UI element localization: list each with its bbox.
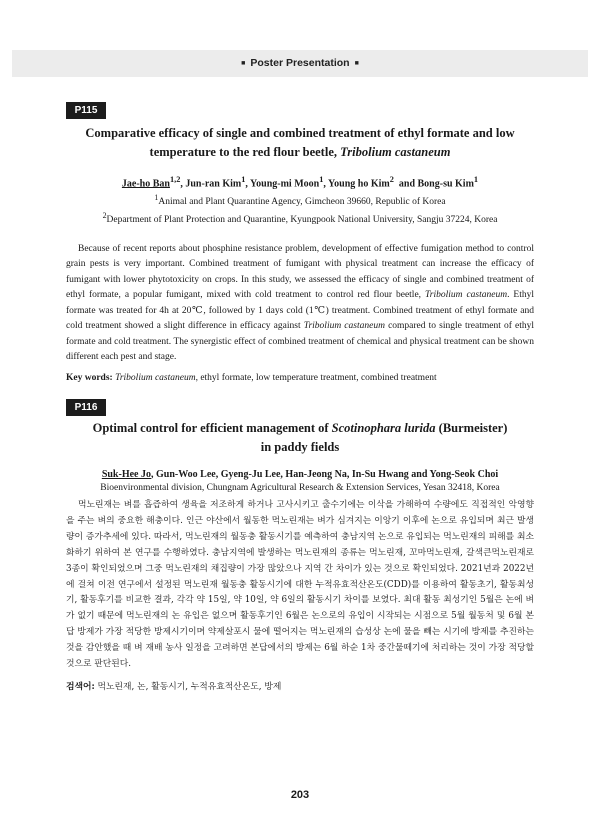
title-species: Scotinophara lurida bbox=[331, 421, 436, 435]
abstract-title bbox=[66, 124, 534, 162]
header-label: Poster Presentation bbox=[250, 57, 350, 69]
keywords bbox=[66, 373, 534, 383]
abstract-body bbox=[66, 242, 534, 366]
affiliation: Bioenvironmental division, Chungnam Agricultural Research & Extension Services, Yesan 32418, Korea bbox=[100, 483, 500, 493]
header-bullet-right: ■ bbox=[354, 60, 359, 67]
body-text: compared to single treatment of ethyl formate and cold treatment. The synergistic effect of combined treatment of chemical and physical treatment can be shown different each pest and stage. bbox=[66, 321, 534, 363]
keywords bbox=[66, 680, 534, 696]
title-text: temperature to the red flour beetle, bbox=[149, 145, 341, 159]
page-number: 203 bbox=[290, 789, 310, 801]
header-bullet-left: ■ bbox=[241, 60, 246, 67]
body-species: Tribolium castaneum bbox=[303, 321, 385, 332]
title-text: Optimal control for efficient management of bbox=[92, 421, 332, 435]
author-affil-sup: 1 bbox=[241, 175, 246, 184]
affiliation bbox=[66, 191, 534, 209]
author-affil-sup: 1 bbox=[319, 175, 324, 184]
author-name: Young-mi Moon bbox=[250, 178, 320, 190]
author-name: Suk-Hee Jo bbox=[101, 469, 151, 480]
affiliation-sup: 2 bbox=[102, 211, 107, 221]
keywords-label: Key words: bbox=[66, 372, 113, 383]
author-names: , Gun-Woo Lee, Gyeng-Ju Lee, Han-Jeong Na, In-Su Hwang and Yong-Seok Choi bbox=[150, 469, 499, 480]
author-affil-sup: 1,2 bbox=[169, 175, 181, 184]
author-list bbox=[66, 175, 534, 189]
abstract-title bbox=[66, 419, 534, 457]
author-separator: , bbox=[245, 178, 251, 190]
affiliation-sup: 1 bbox=[154, 193, 159, 203]
body-text: . Ethyl formate was treated for 4h at 20℃, followed by 1 days cold (1℃) treatment. Combined treatment of ethyl formate and cold treatment showed a slight difference in efficacy against bbox=[66, 290, 534, 332]
keywords-text: 먹노린재, 논, 활동시기, 누적유효적산온도, 방제 bbox=[97, 681, 282, 692]
title-line: Comparative efficacy of single and combined treatment of ethyl formate and low bbox=[85, 126, 515, 140]
author-name: Bong-su Kim bbox=[417, 178, 474, 190]
author-affil-sup: 2 bbox=[389, 175, 394, 184]
author-separator: , bbox=[323, 178, 329, 190]
keywords-species: Tribolium castaneum bbox=[115, 372, 196, 383]
abstract-p115 bbox=[66, 124, 534, 383]
author-name: Young ho Kim bbox=[328, 178, 390, 190]
abstract-id-tag: P115 bbox=[66, 102, 106, 119]
keywords-text: , ethyl formate, low temperature treatment, combined treatment bbox=[195, 372, 437, 383]
author-separator: , bbox=[180, 178, 186, 190]
abstract-p116 bbox=[66, 419, 534, 696]
body-species: Tribolium castaneum bbox=[425, 290, 508, 301]
title-line bbox=[66, 419, 534, 438]
abstract-body: 먹노린재는 벼를 흡즙하여 생육을 저조하게 하거나 고사시키고 출수기에는 이삭을 가해하여 수량에도 직접적인 악영향을 주는 벼의 중요한 해충이다. 인근 야산에서 월동한 먹노린재는 벼가 심겨지는 이앙기 이후에 논으로 유입되며 최근 발생량이 증가추세에 있다. 따라서, 먹노린재의 월동충 활동시기를 예측하여 충남지역 논으로 유입되는 먹노린재의 피해를 최소화하기 위하여 본 연구를 수행하였다. 충남지역에 발생하는 먹노린재의 종류는 먹노린재, 꼬마먹노린재, 갈색큰먹노린재로 3종이 확인되었으며 그중 먹노린재의 채집량이 가장 많았으나 지역 간 차이가 있는 것으로 확인되었다. 2021년과 2022년에 걸쳐 이전 연구에서 설정된 먹노린재 월동충 활동시기에 대한 누적유효적산온도(CDD)를 이용하여 활동초기, 활동최성기, 활동후기를 비교한 결과, 각각 약 15일, 약 10일, 약 6일의 활동시기 차이를 보였다. 최대 활동 최성기인 5월은 논에 벼가 없기 때문에 먹노린재의 논 유입은 없으며 활동후기인 6월은 논으로의 유입이 시작되는 시점으로 5월 월동처 및 6월 본답 방제가 가장 적당한 방제시기이며 약제살포시 물에 떨어지는 먹노린재의 습성상 논에 물을 빼는 시기에 방제를 추진하는 것을 감안했을 때 벼 재배 농사 일정을 고려하면 본답에서의 방제는 6월 하순 1차 중간물떼기에 처리하는 것이 가장 적당할 것으로 판단된다. bbox=[66, 500, 534, 670]
affiliation-text: Department of Plant Protection and Quarantine, Kyungpook National University, Sangju 37224, Korea bbox=[106, 215, 498, 226]
affiliation-text: Animal and Plant Quarantine Agency, Gimcheon 39660, Republic of Korea bbox=[158, 197, 446, 208]
body-text: Because of recent reports about phosphine resistance problem, development of effective fumigation method to control grain pests is very important. Combined treatment of fumigant with physical treatment can increase the efficacy of fumigant with lower phytotoxicity on crops. In this study, we assessed the efficacy of single and combined treatment of ethyl formate, a popular fumigant, mixed with cold treatment to control red flour beetle, bbox=[66, 243, 534, 301]
title-line: in paddy fields bbox=[260, 440, 340, 454]
abstract-id-tag: P116 bbox=[66, 399, 106, 416]
section-header bbox=[12, 50, 588, 77]
title-line bbox=[66, 143, 534, 162]
author-list bbox=[66, 469, 534, 480]
author-name: Jae-ho Ban bbox=[121, 178, 170, 190]
author-separator: and bbox=[393, 178, 418, 190]
title-text: (Burmeister) bbox=[435, 421, 508, 435]
affiliation bbox=[66, 209, 534, 227]
title-species: Tribolium castaneum bbox=[340, 145, 451, 159]
keywords-label: 검색어: bbox=[66, 681, 95, 692]
author-name: Jun-ran Kim bbox=[185, 178, 242, 190]
author-affil-sup: 1 bbox=[473, 175, 479, 184]
